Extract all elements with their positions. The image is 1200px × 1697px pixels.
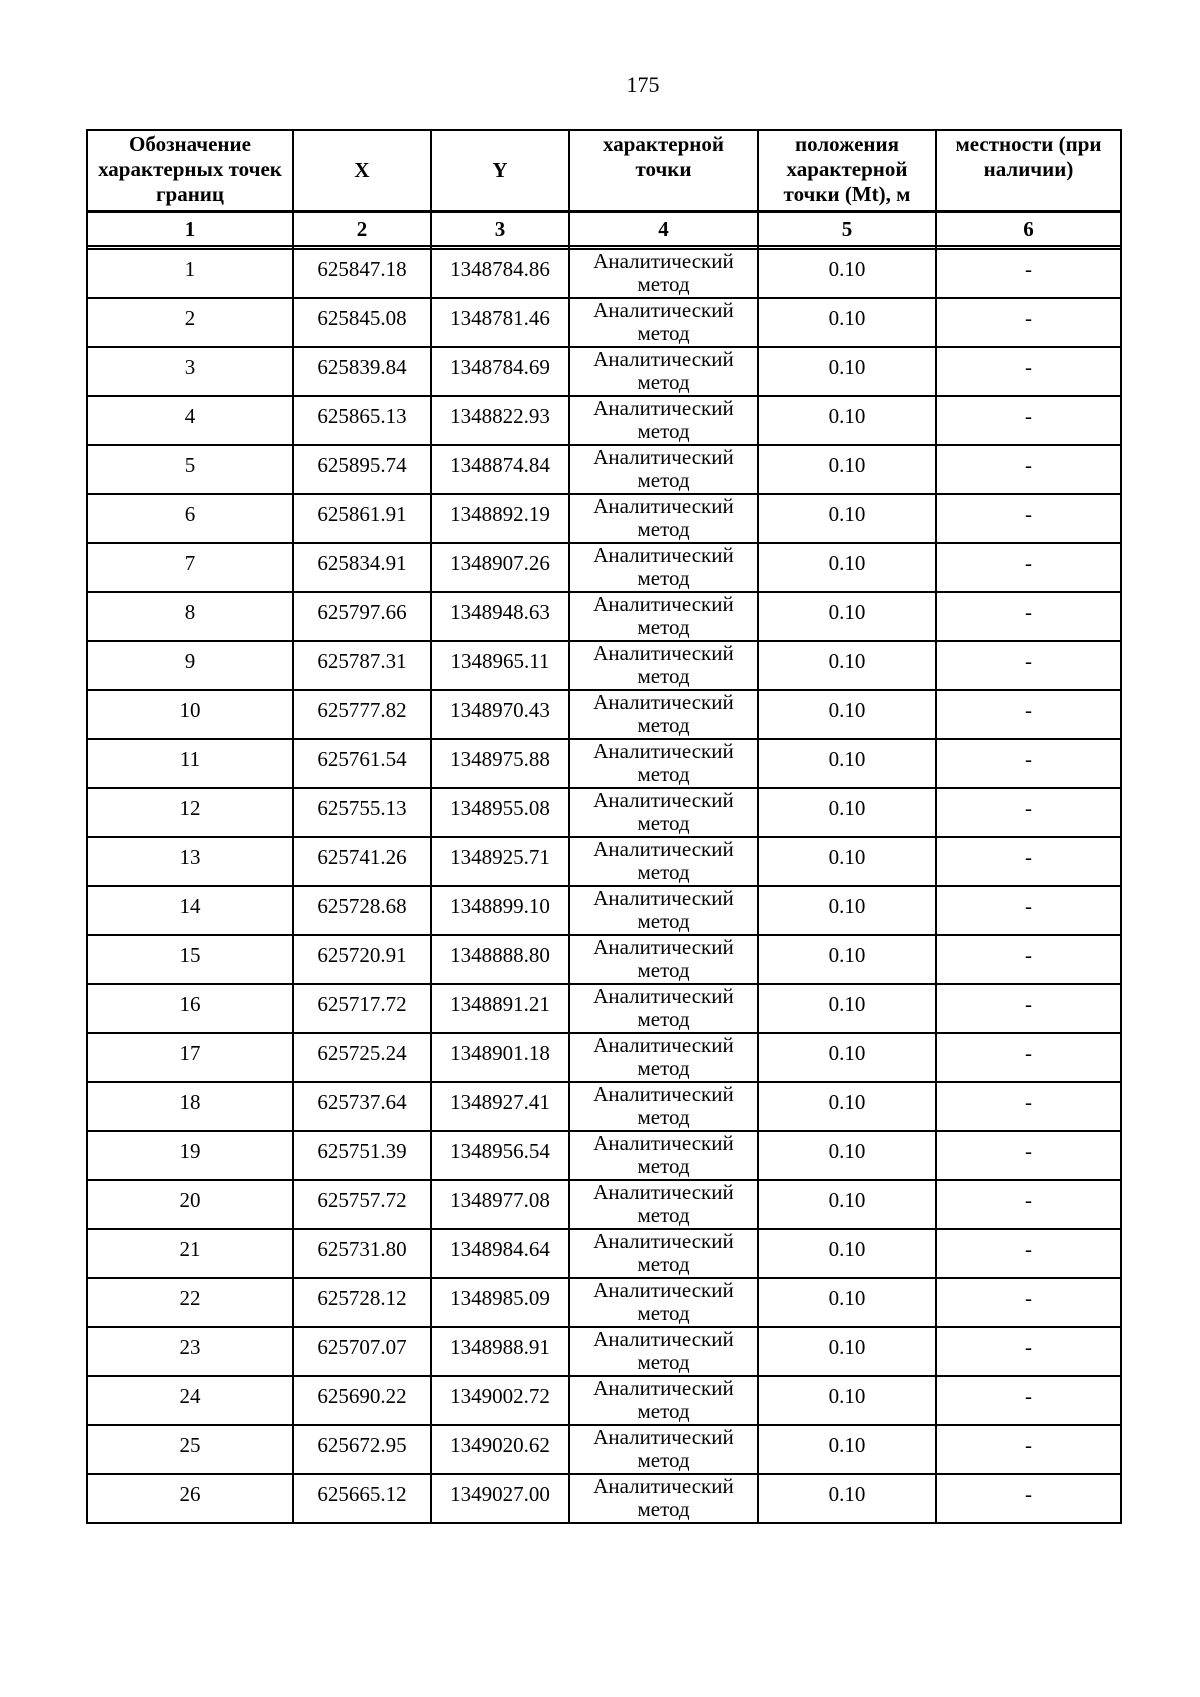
table-row xyxy=(87,1229,1121,1278)
method-line: Аналитический xyxy=(593,494,734,518)
y-coordinate-cell: 1348948.63 xyxy=(431,592,569,641)
boundary-points-table xyxy=(86,129,1122,1524)
x-coordinate-cell: 625755.13 xyxy=(293,788,431,837)
header-row xyxy=(87,130,1121,212)
accuracy-cell: 0.10 xyxy=(758,494,936,543)
description-cell: - xyxy=(936,1327,1121,1376)
method-cell xyxy=(569,445,758,494)
method-line: метод xyxy=(637,1448,690,1472)
table-row xyxy=(87,1082,1121,1131)
x-coordinate-cell: 625751.39 xyxy=(293,1131,431,1180)
method-cell xyxy=(569,494,758,543)
method-cell xyxy=(569,641,758,690)
y-coordinate-cell: 1348784.69 xyxy=(431,347,569,396)
method-line: Аналитический xyxy=(593,592,734,616)
method-line: Аналитический xyxy=(593,1131,734,1155)
header-line: характерной xyxy=(602,132,725,156)
x-coordinate-cell: 625717.72 xyxy=(293,984,431,1033)
y-coordinate-cell: 1348927.41 xyxy=(431,1082,569,1131)
y-coordinate-cell: 1348901.18 xyxy=(431,1033,569,1082)
x-coordinate-cell: 625690.22 xyxy=(293,1376,431,1425)
y-coordinate-cell: 1348781.46 xyxy=(431,298,569,347)
method-cell xyxy=(569,1278,758,1327)
y-coordinate-cell: 1348984.64 xyxy=(431,1229,569,1278)
x-coordinate-cell: 625787.31 xyxy=(293,641,431,690)
x-coordinate-cell: 625845.08 xyxy=(293,298,431,347)
method-cell xyxy=(569,690,758,739)
method-line: метод xyxy=(637,1154,690,1178)
table-row xyxy=(87,1131,1121,1180)
y-coordinate-cell: 1348970.43 xyxy=(431,690,569,739)
point-number-cell: 15 xyxy=(87,935,293,984)
point-number-cell: 14 xyxy=(87,886,293,935)
table-row xyxy=(87,396,1121,445)
description-cell: - xyxy=(936,1425,1121,1474)
method-line: Аналитический xyxy=(593,1425,734,1449)
column-number-row xyxy=(87,212,1121,247)
method-cell xyxy=(569,1327,758,1376)
point-number-cell: 18 xyxy=(87,1082,293,1131)
y-coordinate-cell: 1348977.08 xyxy=(431,1180,569,1229)
x-coordinate-cell: 625725.24 xyxy=(293,1033,431,1082)
accuracy-cell: 0.10 xyxy=(758,592,936,641)
x-coordinate-cell: 625741.26 xyxy=(293,837,431,886)
method-line: Аналитический xyxy=(593,886,734,910)
point-number-cell: 5 xyxy=(87,445,293,494)
method-line: метод xyxy=(637,1252,690,1276)
method-cell xyxy=(569,935,758,984)
table-row xyxy=(87,641,1121,690)
method-line: метод xyxy=(637,1399,690,1423)
method-line: метод xyxy=(637,958,690,982)
table-row xyxy=(87,1033,1121,1082)
x-coordinate-cell: 625728.68 xyxy=(293,886,431,935)
y-coordinate-cell: 1349002.72 xyxy=(431,1376,569,1425)
y-coordinate-cell: 1348925.71 xyxy=(431,837,569,886)
method-line: метод xyxy=(637,1105,690,1129)
table-row xyxy=(87,1376,1121,1425)
table-row xyxy=(87,1278,1121,1327)
description-cell: - xyxy=(936,984,1121,1033)
method-line: Аналитический xyxy=(593,1229,734,1253)
point-number-cell: 21 xyxy=(87,1229,293,1278)
method-cell xyxy=(569,1082,758,1131)
header-line: точки xyxy=(635,157,692,181)
accuracy-cell: 0.10 xyxy=(758,984,936,1033)
accuracy-cell: 0.10 xyxy=(758,837,936,886)
accuracy-cell: 0.10 xyxy=(758,690,936,739)
method-line: метод xyxy=(637,370,690,394)
header-line: точки (Mt), м xyxy=(783,182,911,206)
method-line: метод xyxy=(637,1301,690,1325)
point-number-cell: 25 xyxy=(87,1425,293,1474)
method-line: Аналитический xyxy=(593,837,734,861)
y-coordinate-cell: 1348899.10 xyxy=(431,886,569,935)
x-coordinate-cell: 625720.91 xyxy=(293,935,431,984)
method-line: метод xyxy=(637,468,690,492)
x-coordinate-cell: 625834.91 xyxy=(293,543,431,592)
method-line: метод xyxy=(637,909,690,933)
table-row xyxy=(87,1327,1121,1376)
accuracy-cell: 0.10 xyxy=(758,396,936,445)
accuracy-cell: 0.10 xyxy=(758,641,936,690)
table-row xyxy=(87,1425,1121,1474)
x-coordinate-cell: 625731.80 xyxy=(293,1229,431,1278)
x-coordinate-cell: 625757.72 xyxy=(293,1180,431,1229)
method-line: метод xyxy=(637,811,690,835)
point-number-cell: 8 xyxy=(87,592,293,641)
description-cell: - xyxy=(936,1278,1121,1327)
accuracy-cell: 0.10 xyxy=(758,886,936,935)
method-line: Аналитический xyxy=(593,935,734,959)
method-line: Аналитический xyxy=(593,1082,734,1106)
method-line: Аналитический xyxy=(593,690,734,714)
description-cell: - xyxy=(936,886,1121,935)
method-line: Аналитический xyxy=(593,1033,734,1057)
table-row xyxy=(87,788,1121,837)
y-coordinate-cell: 1348988.91 xyxy=(431,1327,569,1376)
method-line: Аналитический xyxy=(593,445,734,469)
method-line: Аналитический xyxy=(593,641,734,665)
method-line: Аналитический xyxy=(593,1376,734,1400)
y-coordinate-cell: 1348985.09 xyxy=(431,1278,569,1327)
header-y: Y xyxy=(431,130,569,212)
point-number-cell: 16 xyxy=(87,984,293,1033)
method-line: метод xyxy=(637,860,690,884)
method-line: метод xyxy=(637,1497,690,1521)
table-row xyxy=(87,347,1121,396)
method-cell xyxy=(569,788,758,837)
table-row xyxy=(87,249,1121,298)
y-coordinate-cell: 1348874.84 xyxy=(431,445,569,494)
table-row xyxy=(87,298,1121,347)
accuracy-cell: 0.10 xyxy=(758,1180,936,1229)
description-cell: - xyxy=(936,494,1121,543)
point-number-cell: 19 xyxy=(87,1131,293,1180)
method-line: Аналитический xyxy=(593,1474,734,1498)
header-line: границ xyxy=(155,182,224,206)
accuracy-cell: 0.10 xyxy=(758,1278,936,1327)
method-line: Аналитический xyxy=(593,739,734,763)
table-row xyxy=(87,445,1121,494)
x-coordinate-cell: 625861.91 xyxy=(293,494,431,543)
table-row xyxy=(87,1474,1121,1523)
header-line: Обозначение xyxy=(129,132,251,156)
y-coordinate-cell: 1349020.62 xyxy=(431,1425,569,1474)
x-coordinate-cell: 625761.54 xyxy=(293,739,431,788)
accuracy-cell: 0.10 xyxy=(758,1474,936,1523)
point-number-cell: 23 xyxy=(87,1327,293,1376)
method-line: Аналитический xyxy=(593,396,734,420)
method-cell xyxy=(569,984,758,1033)
column-number: 6 xyxy=(936,212,1121,247)
accuracy-cell: 0.10 xyxy=(758,1033,936,1082)
method-line: метод xyxy=(637,517,690,541)
accuracy-cell: 0.10 xyxy=(758,1327,936,1376)
point-number-cell: 7 xyxy=(87,543,293,592)
accuracy-cell: 0.10 xyxy=(758,1131,936,1180)
method-line: метод xyxy=(637,1203,690,1227)
accuracy-cell: 0.10 xyxy=(758,347,936,396)
header-line: местности (при xyxy=(955,132,1102,156)
method-cell xyxy=(569,1425,758,1474)
accuracy-cell: 0.10 xyxy=(758,1082,936,1131)
method-cell xyxy=(569,1033,758,1082)
method-line: метод xyxy=(637,1350,690,1374)
accuracy-cell: 0.10 xyxy=(758,1229,936,1278)
method-line: Аналитический xyxy=(593,788,734,812)
description-cell: - xyxy=(936,298,1121,347)
point-number-cell: 4 xyxy=(87,396,293,445)
accuracy-cell: 0.10 xyxy=(758,739,936,788)
table-row xyxy=(87,739,1121,788)
accuracy-cell: 0.10 xyxy=(758,298,936,347)
header-point-designation xyxy=(87,130,293,212)
point-number-cell: 1 xyxy=(87,249,293,298)
accuracy-cell: 0.10 xyxy=(758,543,936,592)
method-line: метод xyxy=(637,713,690,737)
point-number-cell: 17 xyxy=(87,1033,293,1082)
table-row xyxy=(87,837,1121,886)
method-line: метод xyxy=(637,321,690,345)
description-cell: - xyxy=(936,445,1121,494)
accuracy-cell: 0.10 xyxy=(758,788,936,837)
point-number-cell: 10 xyxy=(87,690,293,739)
header-method xyxy=(569,130,758,212)
column-number: 5 xyxy=(758,212,936,247)
method-cell xyxy=(569,298,758,347)
method-line: Аналитический xyxy=(593,1278,734,1302)
x-coordinate-cell: 625777.82 xyxy=(293,690,431,739)
accuracy-cell: 0.10 xyxy=(758,935,936,984)
description-cell: - xyxy=(936,739,1121,788)
method-line: метод xyxy=(637,1007,690,1031)
y-coordinate-cell: 1348892.19 xyxy=(431,494,569,543)
header-description xyxy=(936,130,1121,212)
accuracy-cell: 0.10 xyxy=(758,1376,936,1425)
description-cell: - xyxy=(936,1131,1121,1180)
method-cell xyxy=(569,396,758,445)
method-line: Аналитический xyxy=(593,1327,734,1351)
y-coordinate-cell: 1348891.21 xyxy=(431,984,569,1033)
method-cell xyxy=(569,1474,758,1523)
column-number: 2 xyxy=(293,212,431,247)
method-cell xyxy=(569,837,758,886)
header-line: положения xyxy=(795,132,899,156)
description-cell: - xyxy=(936,347,1121,396)
x-coordinate-cell: 625895.74 xyxy=(293,445,431,494)
method-line: Аналитический xyxy=(593,543,734,567)
y-coordinate-cell: 1348784.86 xyxy=(431,249,569,298)
description-cell: - xyxy=(936,690,1121,739)
method-line: Аналитический xyxy=(593,1180,734,1204)
method-line: Аналитический xyxy=(593,984,734,1008)
method-line: Аналитический xyxy=(593,249,734,273)
method-line: метод xyxy=(637,1056,690,1080)
method-line: метод xyxy=(637,615,690,639)
table-row xyxy=(87,1180,1121,1229)
table-row xyxy=(87,886,1121,935)
y-coordinate-cell: 1348822.93 xyxy=(431,396,569,445)
description-cell: - xyxy=(936,1229,1121,1278)
header-line: характерной xyxy=(786,157,908,181)
point-number-cell: 20 xyxy=(87,1180,293,1229)
accuracy-cell: 0.10 xyxy=(758,249,936,298)
y-coordinate-cell: 1348888.80 xyxy=(431,935,569,984)
point-number-cell: 6 xyxy=(87,494,293,543)
method-line: Аналитический xyxy=(593,298,734,322)
method-cell xyxy=(569,1131,758,1180)
accuracy-cell: 0.10 xyxy=(758,445,936,494)
description-cell: - xyxy=(936,1082,1121,1131)
method-cell xyxy=(569,1229,758,1278)
method-cell xyxy=(569,886,758,935)
description-cell: - xyxy=(936,249,1121,298)
x-coordinate-cell: 625728.12 xyxy=(293,1278,431,1327)
description-cell: - xyxy=(936,543,1121,592)
method-cell xyxy=(569,1180,758,1229)
x-coordinate-cell: 625737.64 xyxy=(293,1082,431,1131)
description-cell: - xyxy=(936,1474,1121,1523)
point-number-cell: 9 xyxy=(87,641,293,690)
method-cell xyxy=(569,543,758,592)
accuracy-cell: 0.10 xyxy=(758,1425,936,1474)
point-number-cell: 13 xyxy=(87,837,293,886)
point-number-cell: 11 xyxy=(87,739,293,788)
description-cell: - xyxy=(936,1180,1121,1229)
page-number: 175 xyxy=(626,72,660,97)
method-cell xyxy=(569,739,758,788)
y-coordinate-cell: 1348907.26 xyxy=(431,543,569,592)
point-number-cell: 26 xyxy=(87,1474,293,1523)
description-cell: - xyxy=(936,396,1121,445)
point-number-cell: 24 xyxy=(87,1376,293,1425)
x-coordinate-cell: 625839.84 xyxy=(293,347,431,396)
x-coordinate-cell: 625707.07 xyxy=(293,1327,431,1376)
y-coordinate-cell: 1348965.11 xyxy=(431,641,569,690)
y-coordinate-cell: 1349027.00 xyxy=(431,1474,569,1523)
table-row xyxy=(87,935,1121,984)
x-coordinate-cell: 625847.18 xyxy=(293,249,431,298)
method-cell xyxy=(569,1376,758,1425)
y-coordinate-cell: 1348955.08 xyxy=(431,788,569,837)
x-coordinate-cell: 625865.13 xyxy=(293,396,431,445)
column-number: 1 xyxy=(87,212,293,247)
header-accuracy xyxy=(758,130,936,212)
method-cell xyxy=(569,249,758,298)
point-number-cell: 2 xyxy=(87,298,293,347)
y-coordinate-cell: 1348975.88 xyxy=(431,739,569,788)
point-number-cell: 3 xyxy=(87,347,293,396)
method-line: метод xyxy=(637,664,690,688)
table-row xyxy=(87,543,1121,592)
table-row xyxy=(87,690,1121,739)
table-row xyxy=(87,984,1121,1033)
column-number: 4 xyxy=(569,212,758,247)
y-coordinate-cell: 1348956.54 xyxy=(431,1131,569,1180)
x-coordinate-cell: 625672.95 xyxy=(293,1425,431,1474)
header-line: характерных точек xyxy=(98,157,282,181)
header-x: X xyxy=(293,130,431,212)
point-number-cell: 22 xyxy=(87,1278,293,1327)
method-cell xyxy=(569,592,758,641)
description-cell: - xyxy=(936,641,1121,690)
method-line: метод xyxy=(637,566,690,590)
description-cell: - xyxy=(936,592,1121,641)
x-coordinate-cell: 625797.66 xyxy=(293,592,431,641)
description-cell: - xyxy=(936,1376,1121,1425)
description-cell: - xyxy=(936,935,1121,984)
point-number-cell: 12 xyxy=(87,788,293,837)
column-number: 3 xyxy=(431,212,569,247)
description-cell: - xyxy=(936,1033,1121,1082)
description-cell: - xyxy=(936,837,1121,886)
table-row xyxy=(87,592,1121,641)
method-line: метод xyxy=(637,419,690,443)
x-coordinate-cell: 625665.12 xyxy=(293,1474,431,1523)
method-line: Аналитический xyxy=(593,347,734,371)
description-cell: - xyxy=(936,788,1121,837)
method-cell xyxy=(569,347,758,396)
table-row xyxy=(87,494,1121,543)
table-body xyxy=(87,246,1121,1523)
method-line: метод xyxy=(637,762,690,786)
method-line: метод xyxy=(637,272,690,296)
header-line: наличии) xyxy=(983,157,1074,181)
